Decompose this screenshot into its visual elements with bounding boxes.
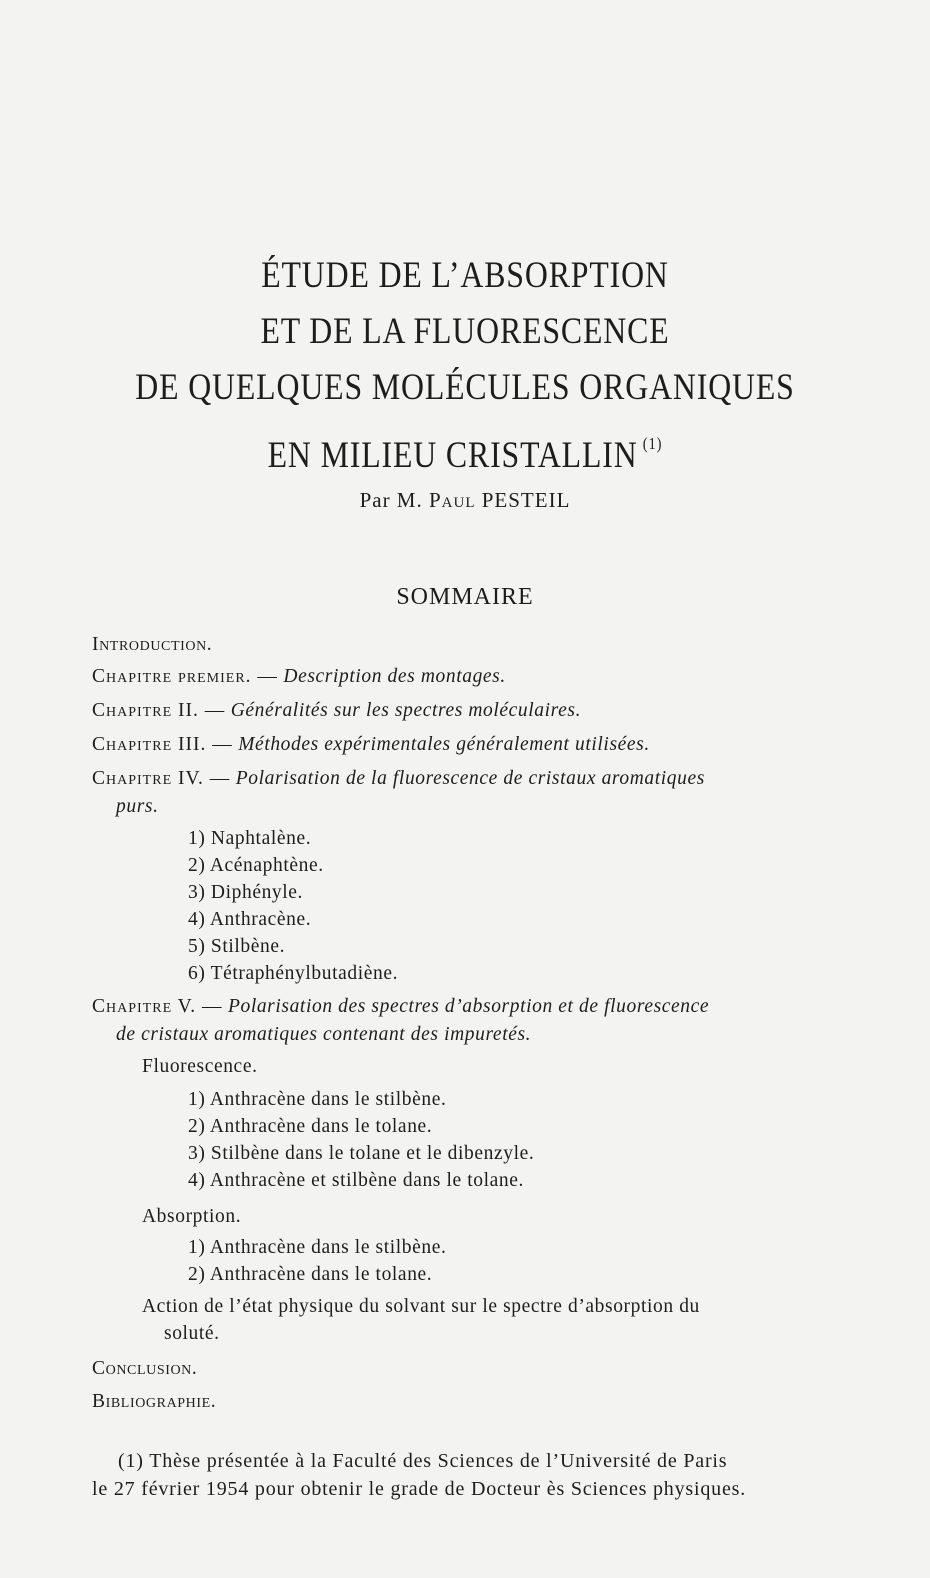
toc-chapter-3-title: Méthodes expérimentales généralement utilisées. xyxy=(238,734,650,755)
toc-bibliographie: Bibliographie. xyxy=(92,1391,217,1412)
toc-ch4-item: 3) Diphényle. xyxy=(188,882,304,903)
toc-fluorescence-heading: Fluorescence. xyxy=(142,1056,258,1077)
toc-chapter-2-label: Chapitre II. — xyxy=(92,700,226,721)
footnote-line-1 xyxy=(118,1450,727,1473)
toc-chapter-4-label: Chapitre IV. — xyxy=(92,768,231,789)
footnote-line-1-text: Thèse présentée à la Faculté des Sciences de l’Université de Paris xyxy=(149,1450,728,1472)
toc-absorption-heading: Absorption. xyxy=(142,1206,242,1227)
toc-chapter-3 xyxy=(92,734,650,756)
title-line-3: DE QUELQUES MOLÉCULES ORGANIQUES xyxy=(135,367,795,408)
toc-chapter-4-title: Polarisation de la fluorescence de cristaux aromatiques xyxy=(235,768,705,789)
toc-fluorescence-item: 1) Anthracène dans le stilbène. xyxy=(188,1089,447,1110)
author-last-name: PESTEIL xyxy=(481,488,571,512)
toc-absorption-item: 2) Anthracène dans le tolane. xyxy=(188,1264,433,1285)
author-prefix: Par M. xyxy=(359,488,423,512)
paper-title xyxy=(0,248,930,484)
toc-chapter-4-title-cont: purs. xyxy=(116,796,159,817)
toc-ch4-item: 2) Acénaphtène. xyxy=(188,855,324,876)
toc-ch4-item: 1) Naphtalène. xyxy=(188,828,312,849)
toc-action-line-cont: soluté. xyxy=(164,1323,220,1344)
toc-chapter-2 xyxy=(92,700,581,722)
toc-chapter-4 xyxy=(92,768,705,790)
toc-chapter-1-label: Chapitre premier. — xyxy=(92,666,278,687)
footnote-line-2: le 27 février 1954 pour obtenir le grade de Docteur ès Sciences physiques. xyxy=(92,1478,747,1500)
toc-fluorescence-item: 2) Anthracène dans le tolane. xyxy=(188,1116,433,1137)
footnote-mark: (1) xyxy=(118,1450,144,1472)
toc-action-line: Action de l’état physique du solvant sur le spectre d’absorption du xyxy=(142,1296,700,1317)
toc-ch4-item: 5) Stilbène. xyxy=(188,936,286,957)
toc-chapter-5-title-cont: de cristaux aromatiques contenant des impuretés. xyxy=(116,1024,532,1045)
author-line xyxy=(0,488,930,513)
author-first-name: Paul xyxy=(428,488,476,512)
toc-introduction: Introduction. xyxy=(92,634,213,655)
toc-chapter-1-title: Description des montages. xyxy=(283,666,506,687)
title-line-4-text: EN MILIEU CRISTALLIN xyxy=(267,435,638,476)
title-line-1: ÉTUDE DE L’ABSORPTION xyxy=(261,255,669,296)
toc-chapter-5-label: Chapitre V. — xyxy=(92,996,223,1017)
toc-fluorescence-item: 3) Stilbène dans le tolane et le dibenzyle. xyxy=(188,1143,535,1164)
toc-ch4-item: 6) Tétraphénylbutadiène. xyxy=(188,963,399,984)
title-footnote-mark: (1) xyxy=(642,434,663,453)
title-line-4 xyxy=(65,416,865,484)
toc-ch4-item: 4) Anthracène. xyxy=(188,909,312,930)
title-line-2: ET DE LA FLUORESCENCE xyxy=(260,311,670,352)
sommaire-heading: SOMMAIRE xyxy=(396,584,534,610)
toc-chapter-3-label: Chapitre III. — xyxy=(92,734,233,755)
toc-absorption-item: 1) Anthracène dans le stilbène. xyxy=(188,1237,447,1258)
toc-chapter-5 xyxy=(92,996,709,1018)
toc-chapter-1 xyxy=(92,666,506,688)
toc-chapter-5-title: Polarisation des spectres d’absorption et de fluorescence xyxy=(227,996,710,1017)
toc-conclusion: Conclusion. xyxy=(92,1358,198,1379)
toc-chapter-2-title: Généralités sur les spectres moléculaires. xyxy=(230,700,582,721)
toc-fluorescence-item: 4) Anthracène et stilbène dans le tolane. xyxy=(188,1170,524,1191)
